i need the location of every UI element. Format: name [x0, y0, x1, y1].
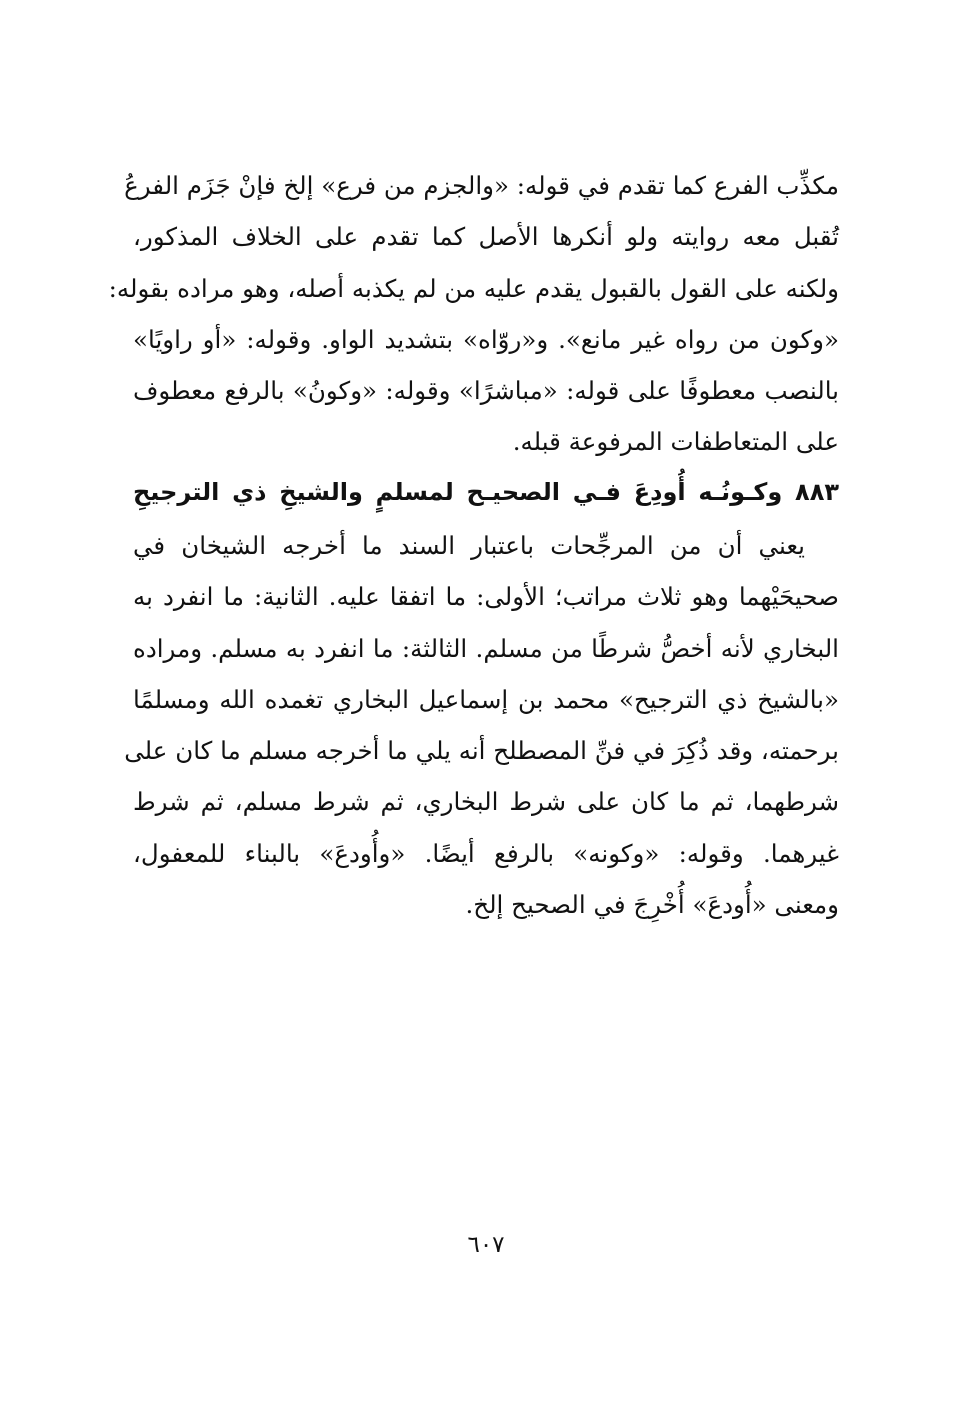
page-number: ٦٠٧	[467, 1232, 505, 1258]
verse-first-hemistich: وكـونُـه أُودِعَ فـي الصحيـح	[466, 478, 783, 506]
text-line: البخاري لأنه أخصُّ شرطًا من مسلم. الثالثة: ما انفرد به مسلم. ومراده	[133, 633, 839, 663]
verse-text	[133, 466, 839, 518]
text-line: «وكون من رواه غير مانع». و«روّاه» بتشديد الواو. وقوله: «أو راويًا»	[133, 324, 839, 354]
text-line: «بالشيخ ذي الترجيح» محمد بن إسماعيل البخاري تغمده الله ومسلمًا	[133, 684, 839, 714]
text-line: برحمته، وقد ذُكِرَ في فنِّ المصطلح أنه يلي ما أخرجه مسلم ما كان على	[124, 736, 839, 766]
verse-number: ٨٨٣	[795, 478, 839, 506]
text-line: على المتعاطفات المرفوعة قبله.	[512, 427, 839, 457]
text-line: شرطهما، ثم ما كان على شرط البخاري، ثم شرط مسلم، ثم شرط	[133, 787, 839, 817]
text-line: يعني أن من المرجِّحات باعتبار السند ما أخرجه الشيخان في	[133, 531, 805, 560]
verse-second-hemistich: لمسلمٍ والشيخِ ذي الترجيحِ	[133, 478, 454, 506]
text-line: تُقبل معه روايته ولو أنكرها الأصل كما تقدم على الخلاف المذكور،	[133, 222, 839, 252]
text-line: غيرهما. وقوله: «وكونه» بالرفع أيضًا. «وأُودعَ» بالبناء للمعفول،	[133, 838, 839, 868]
text-line: مكذِّب الفرع كما تقدم في قوله: «والجزم من فرع» إلخ فإنْ جَزَم الفرعُ	[124, 171, 839, 200]
text-line: ومعنى «أُودعَ» أُخْرِجَ في الصحيح إلخ.	[465, 890, 839, 920]
commentary-paragraph	[124, 520, 839, 930]
commentary-paragraph	[108, 160, 839, 468]
text-line: صحيحَيْهما وهو ثلاث مراتب؛ الأولى: ما اتفقا عليه. الثانية: ما انفرد به	[133, 582, 839, 612]
verse-line	[133, 466, 839, 518]
text-line: بالنصب معطوفًا على قوله: «مباشرًا» وقوله: «وكونُ» بالرفع معطوف	[133, 376, 839, 406]
text-line: ولكنه على القول بالقبول يقدم عليه من لم يكذبه أصله، وهو مراده بقوله:	[108, 273, 839, 303]
